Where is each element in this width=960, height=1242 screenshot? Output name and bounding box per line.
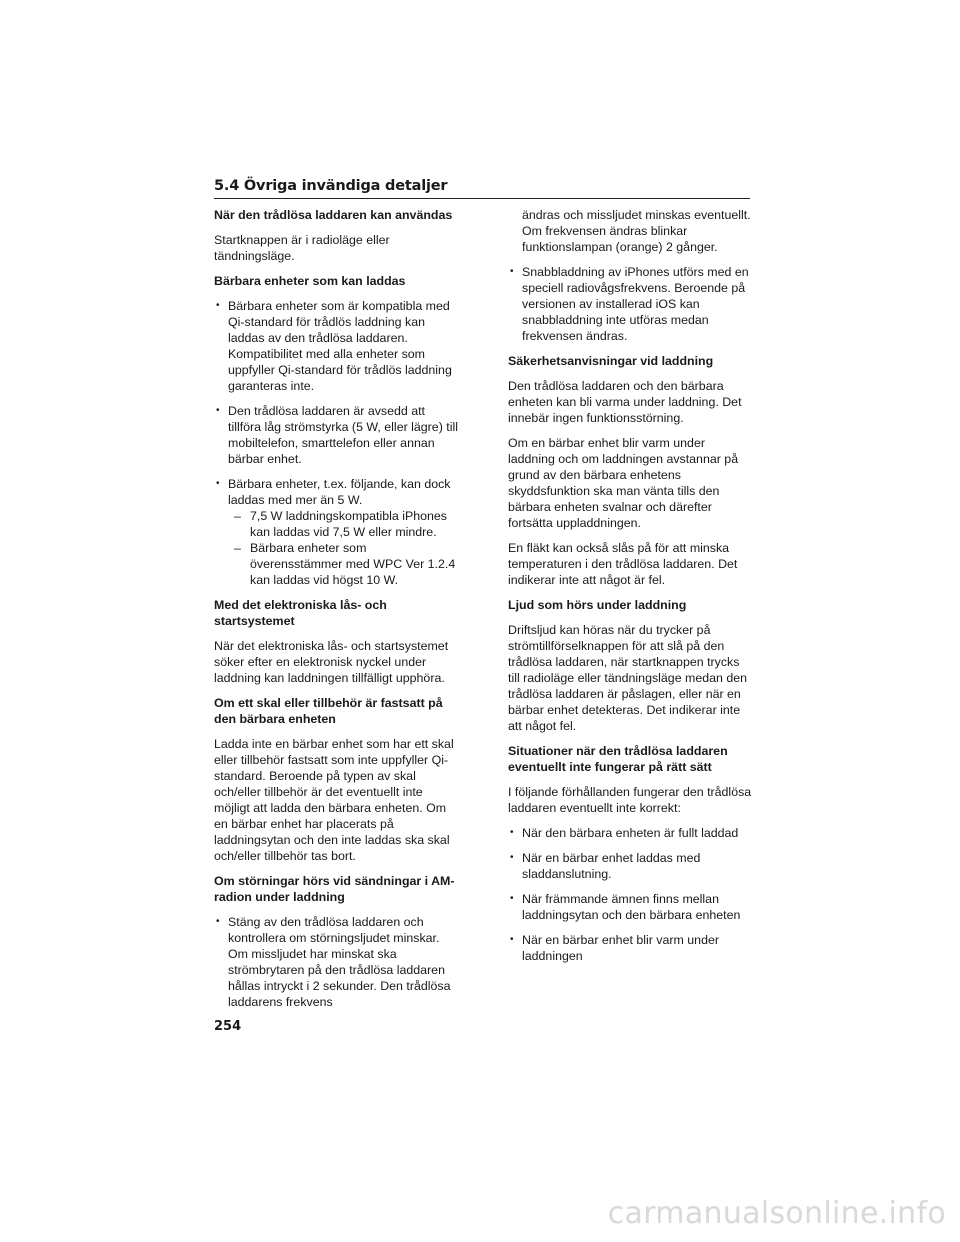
paragraph-case-accessory: Ladda inte en bärbar enhet som har ett skal eller tillbehör fastsatt som inte uppfyller Qi-standard. Beroende på typen av skal och/eller tillbehör är det eventuellt inte möjligt att ladda den bärbara enheten. Om en bärbar enhet har placerats på laddningsytan och den inte laddas ska skal och/eller tillbehör tas bort. — [214, 737, 454, 863]
paragraph-operating-sounds: Driftsljud kan höras när du trycker på strömtillförselknappen för att slå på den trådlösa laddaren, när startknappen trycks till radioläge eller tändningsläge medan den trådlösa laddaren är påslagen, eller när en bärbar enhet detekteras. Det indikerar inte att något fel. — [508, 623, 748, 733]
paragraph-fan: En fläkt kan också slås på för att minska temperaturen i den trådlösa laddaren. Det indikerar inte att något är fel. — [508, 541, 738, 587]
heading-case-accessory: Om ett skal eller tillbehör är fastsatt på den bärbara enheten — [214, 696, 443, 726]
heading-sounds: Ljud som hörs under laddning — [508, 598, 687, 612]
bullet-list-interference — [214, 914, 460, 1010]
bullet-item: • När en bärbar enhet blir varm under laddningen — [508, 932, 754, 964]
heading-am-radio-interference: Om störningar hörs vid sändningar i AM-radion under laddning — [214, 874, 455, 904]
page-number: 254 — [214, 1019, 242, 1034]
paragraph-lock-start-system: När det elektroniska lås- och startsystemet söker efter en elektronisk nyckel under laddning kan laddningen tillfälligt upphöra. — [214, 639, 449, 685]
paragraph-conditions: I följande förhållanden fungerar den trådlösa laddaren eventuellt inte korrekt: — [508, 785, 752, 815]
left-column — [214, 207, 460, 1019]
heading-when-usable: När den trådlösa laddaren kan användas — [214, 208, 453, 222]
bullet-item: • Den trådlösa laddaren är avsedd att tillföra låg strömstyrka (5 W, eller lägre) till mobiltelefon, smarttelefon eller annan bärbar enhet. — [214, 403, 460, 467]
header-divider — [214, 198, 750, 199]
right-column — [508, 207, 754, 973]
heading-malfunction-situations: Situationer när den trådlösa laddaren eventuellt inte fungerar på rätt sätt — [508, 744, 728, 774]
dash-item: – Bärbara enheter som överensstämmer med WPC Ver 1.2.4 kan laddas vid högst 10 W. — [228, 540, 460, 588]
bullet-text: Bärbara enheter, t.ex. följande, kan dock laddas med mer än 5 W. — [228, 477, 451, 507]
bullet-item: • Stäng av den trådlösa laddaren och kontrollera om störningsljudet minskar. Om missljudet har minskat ska strömbrytaren på den trådlösa laddaren hållas intryckt i 2 sekunder. Den trådlösa laddarens frekvens — [214, 914, 460, 1010]
heading-chargeable-devices: Bärbara enheter som kan laddas — [214, 274, 406, 288]
bullet-item: • När en bärbar enhet laddas med sladdanslutning. — [508, 850, 754, 882]
bullet-continuation: ändras och missljudet minskas eventuellt. Om frekvensen ändras blinkar funktionslampan (orange) 2 gånger. — [522, 208, 751, 254]
bullet-item: • Bärbara enheter som är kompatibla med Qi-standard för trådlös laddning kan laddas av den trådlösa laddaren. Kompatibilitet med alla enheter som uppfyller Qi-standard för trådlös laddning garanteras inte. — [214, 298, 460, 394]
bullet-item: • När främmande ämnen finns mellan laddningsytan och den bärbara enheten — [508, 891, 754, 923]
bullet-item: • Snabbladdning av iPhones utförs med en speciell radiovågsfrekvens. Beroende på versionen av installerad iOS kan snabbladdning inte utföras medan frekvensen ändras. — [508, 264, 754, 344]
watermark: carmanualsonline.info — [607, 1196, 946, 1231]
heading-lock-start-system: Med det elektroniska lås- och startsystemet — [214, 598, 387, 628]
bullet-list-fast-charge — [508, 264, 754, 344]
section-title: 5.4 Övriga invändiga detaljer — [214, 178, 448, 194]
dash-item: – 7,5 W laddningskompatibla iPhones kan laddas vid 7,5 W eller mindre. — [228, 508, 460, 540]
bullet-list-conditions — [508, 825, 754, 964]
paragraph-warm-devices: Den trådlösa laddaren och den bärbara enheten kan bli varma under laddning. Det innebär ingen funktionsstörning. — [508, 379, 742, 425]
bullet-item — [214, 476, 460, 588]
heading-safety: Säkerhetsanvisningar vid laddning — [508, 354, 714, 368]
bullet-list-devices — [214, 298, 460, 588]
bullet-item: • När den bärbara enheten är fullt laddad — [508, 825, 754, 841]
dash-list — [228, 508, 460, 588]
paragraph-start-button: Startknappen är i radioläge eller tändningsläge. — [214, 233, 390, 263]
paragraph-protection-function: Om en bärbar enhet blir varm under laddning och om laddningen avstannar på grund av den bärbara enhetens skyddsfunktion ska man vänta tills den bärbara enheten svalnar och därefter fortsätta uppladdningen. — [508, 436, 739, 530]
